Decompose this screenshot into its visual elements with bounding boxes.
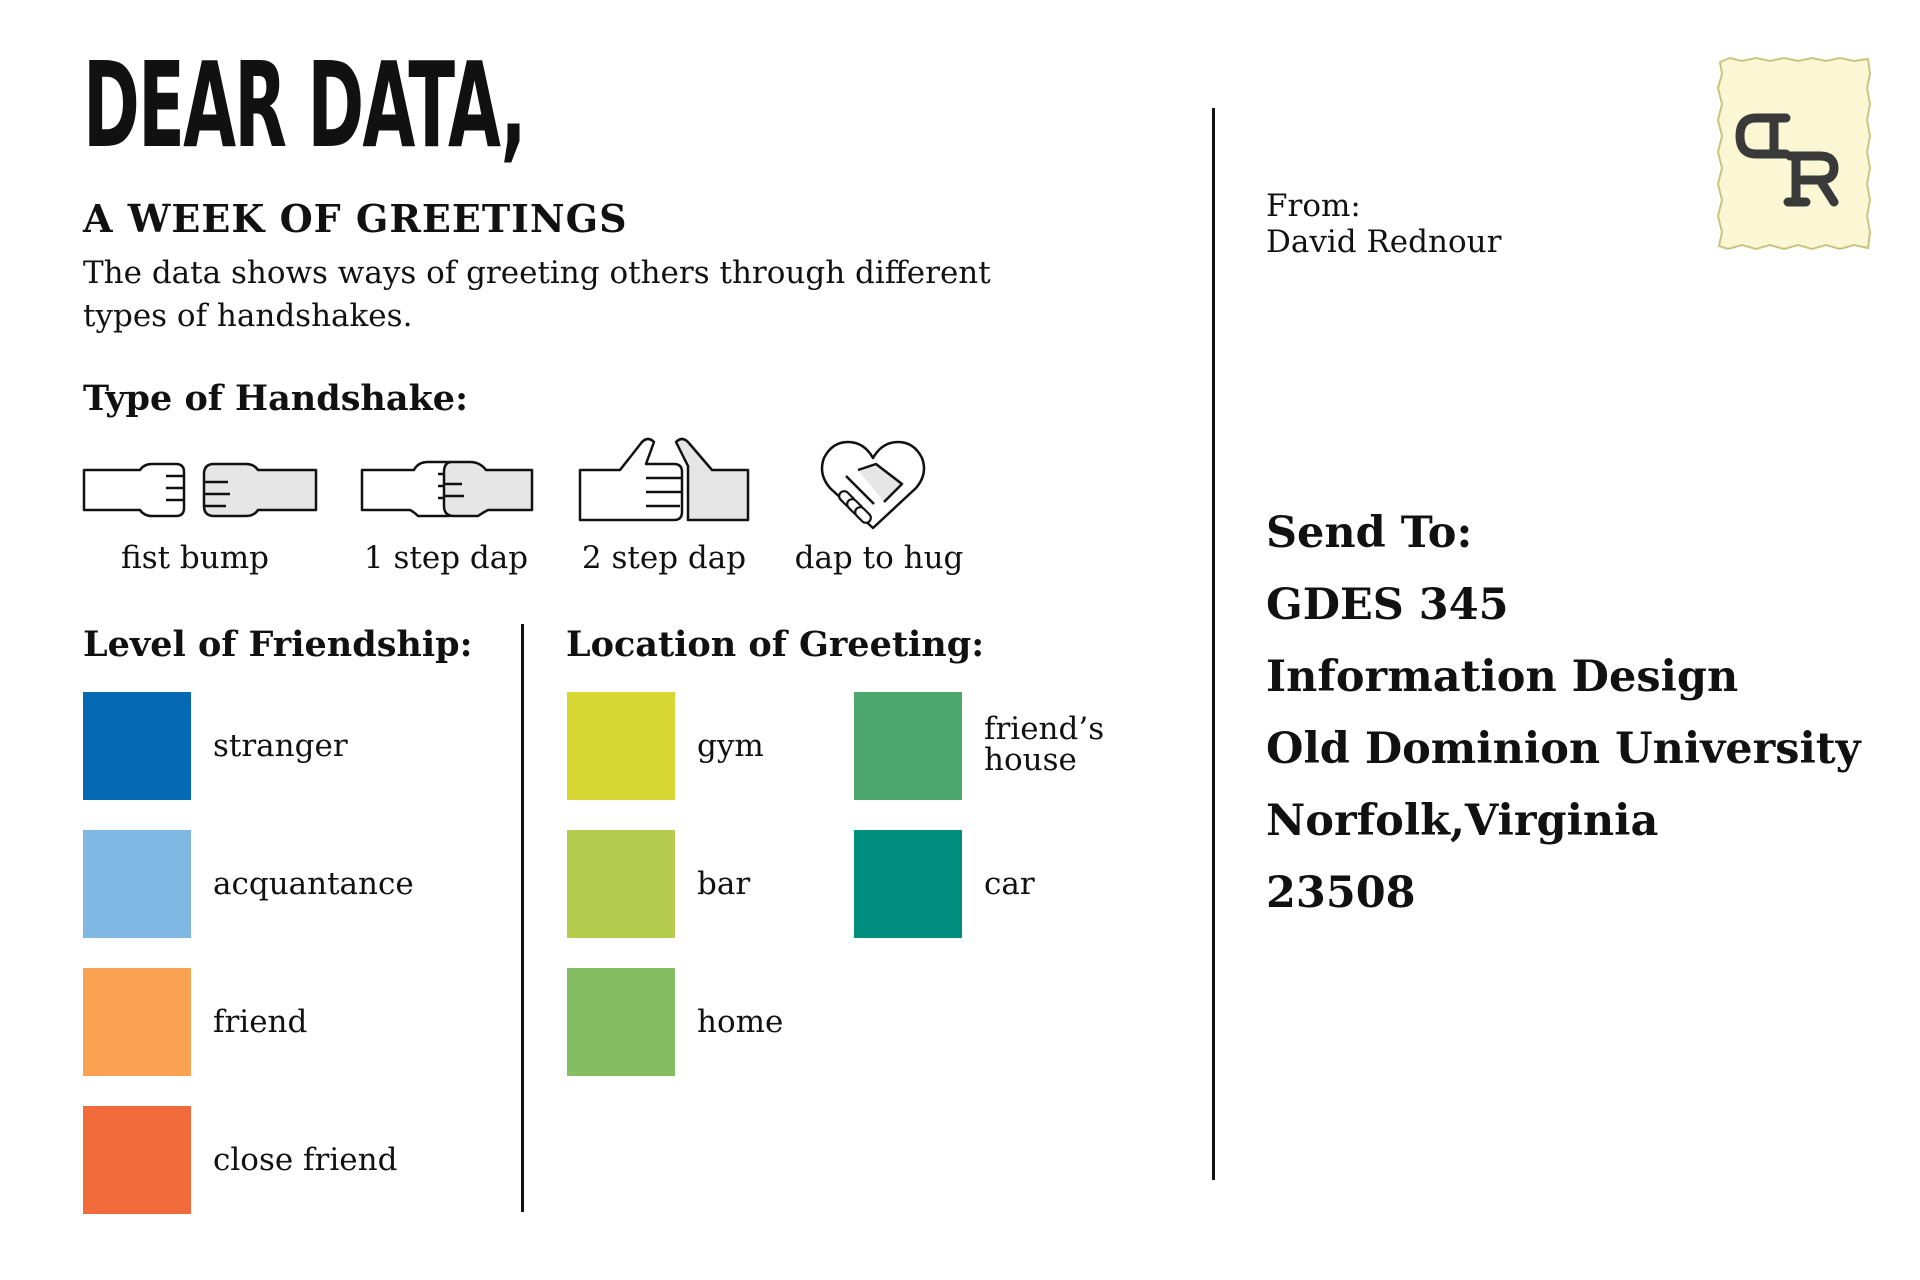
friendship-heading: Level of Friendship: <box>83 624 473 665</box>
location-swatch-car <box>854 830 962 938</box>
postcard-title: DEAR DATA, <box>83 36 525 174</box>
fist-bump-icon <box>80 440 320 540</box>
location-label-car: car <box>984 866 1035 902</box>
postcard-subtitle: A WEEK OF GREETINGS <box>83 196 628 241</box>
location-heading: Location of Greeting: <box>566 624 985 665</box>
friendship-label-stranger: stranger <box>213 728 348 764</box>
handshake-label-dap-to-hug: dap to hug <box>794 540 964 576</box>
postage-stamp <box>1716 56 1872 252</box>
location-swatch-friends-house <box>854 692 962 800</box>
handshake-label-one-step-dap: 1 step dap <box>363 540 529 576</box>
handshake-label-two-step-dap: 2 step dap <box>581 540 747 576</box>
location-label-friends-house: friend’s house <box>984 711 1105 778</box>
location-swatch-bar <box>567 830 675 938</box>
address-line-zip: 23508 <box>1266 868 1416 918</box>
heart-handshake-icon <box>818 436 928 536</box>
address-line-department: Information Design <box>1266 652 1739 702</box>
location-label-home: home <box>697 1004 784 1040</box>
send-to-label: Send To: <box>1266 508 1473 558</box>
friendship-swatch-close-friend <box>83 1106 191 1214</box>
postcard-description: The data shows ways of greeting others through different types of handshakes. <box>83 255 991 334</box>
one-step-dap-icon <box>358 440 536 540</box>
legend-column-divider <box>521 624 524 1212</box>
location-label-bar: bar <box>697 866 751 902</box>
sender-block <box>1266 188 1501 260</box>
two-step-dap-icon <box>576 430 752 540</box>
from-label: From: <box>1266 188 1361 224</box>
friendship-swatch-friend <box>83 968 191 1076</box>
address-line-university: Old Dominion University <box>1266 724 1861 774</box>
handshake-heading: Type of Handshake: <box>83 378 468 419</box>
location-swatch-gym <box>567 692 675 800</box>
location-swatch-home <box>567 968 675 1076</box>
address-line-city-state: Norfolk,Virginia <box>1266 796 1659 846</box>
friendship-label-acquaintance: acquantance <box>213 866 414 902</box>
handshake-label-fist-bump: fist bump <box>121 540 269 576</box>
friendship-label-close-friend: close friend <box>213 1142 398 1178</box>
sender-name: David Rednour <box>1266 224 1502 260</box>
friendship-label-friend: friend <box>213 1004 308 1040</box>
postcard-divider <box>1212 108 1215 1180</box>
friendship-swatch-stranger <box>83 692 191 800</box>
address-line-course: GDES 345 <box>1266 580 1509 630</box>
location-label-gym: gym <box>697 728 764 764</box>
friendship-swatch-acquaintance <box>83 830 191 938</box>
